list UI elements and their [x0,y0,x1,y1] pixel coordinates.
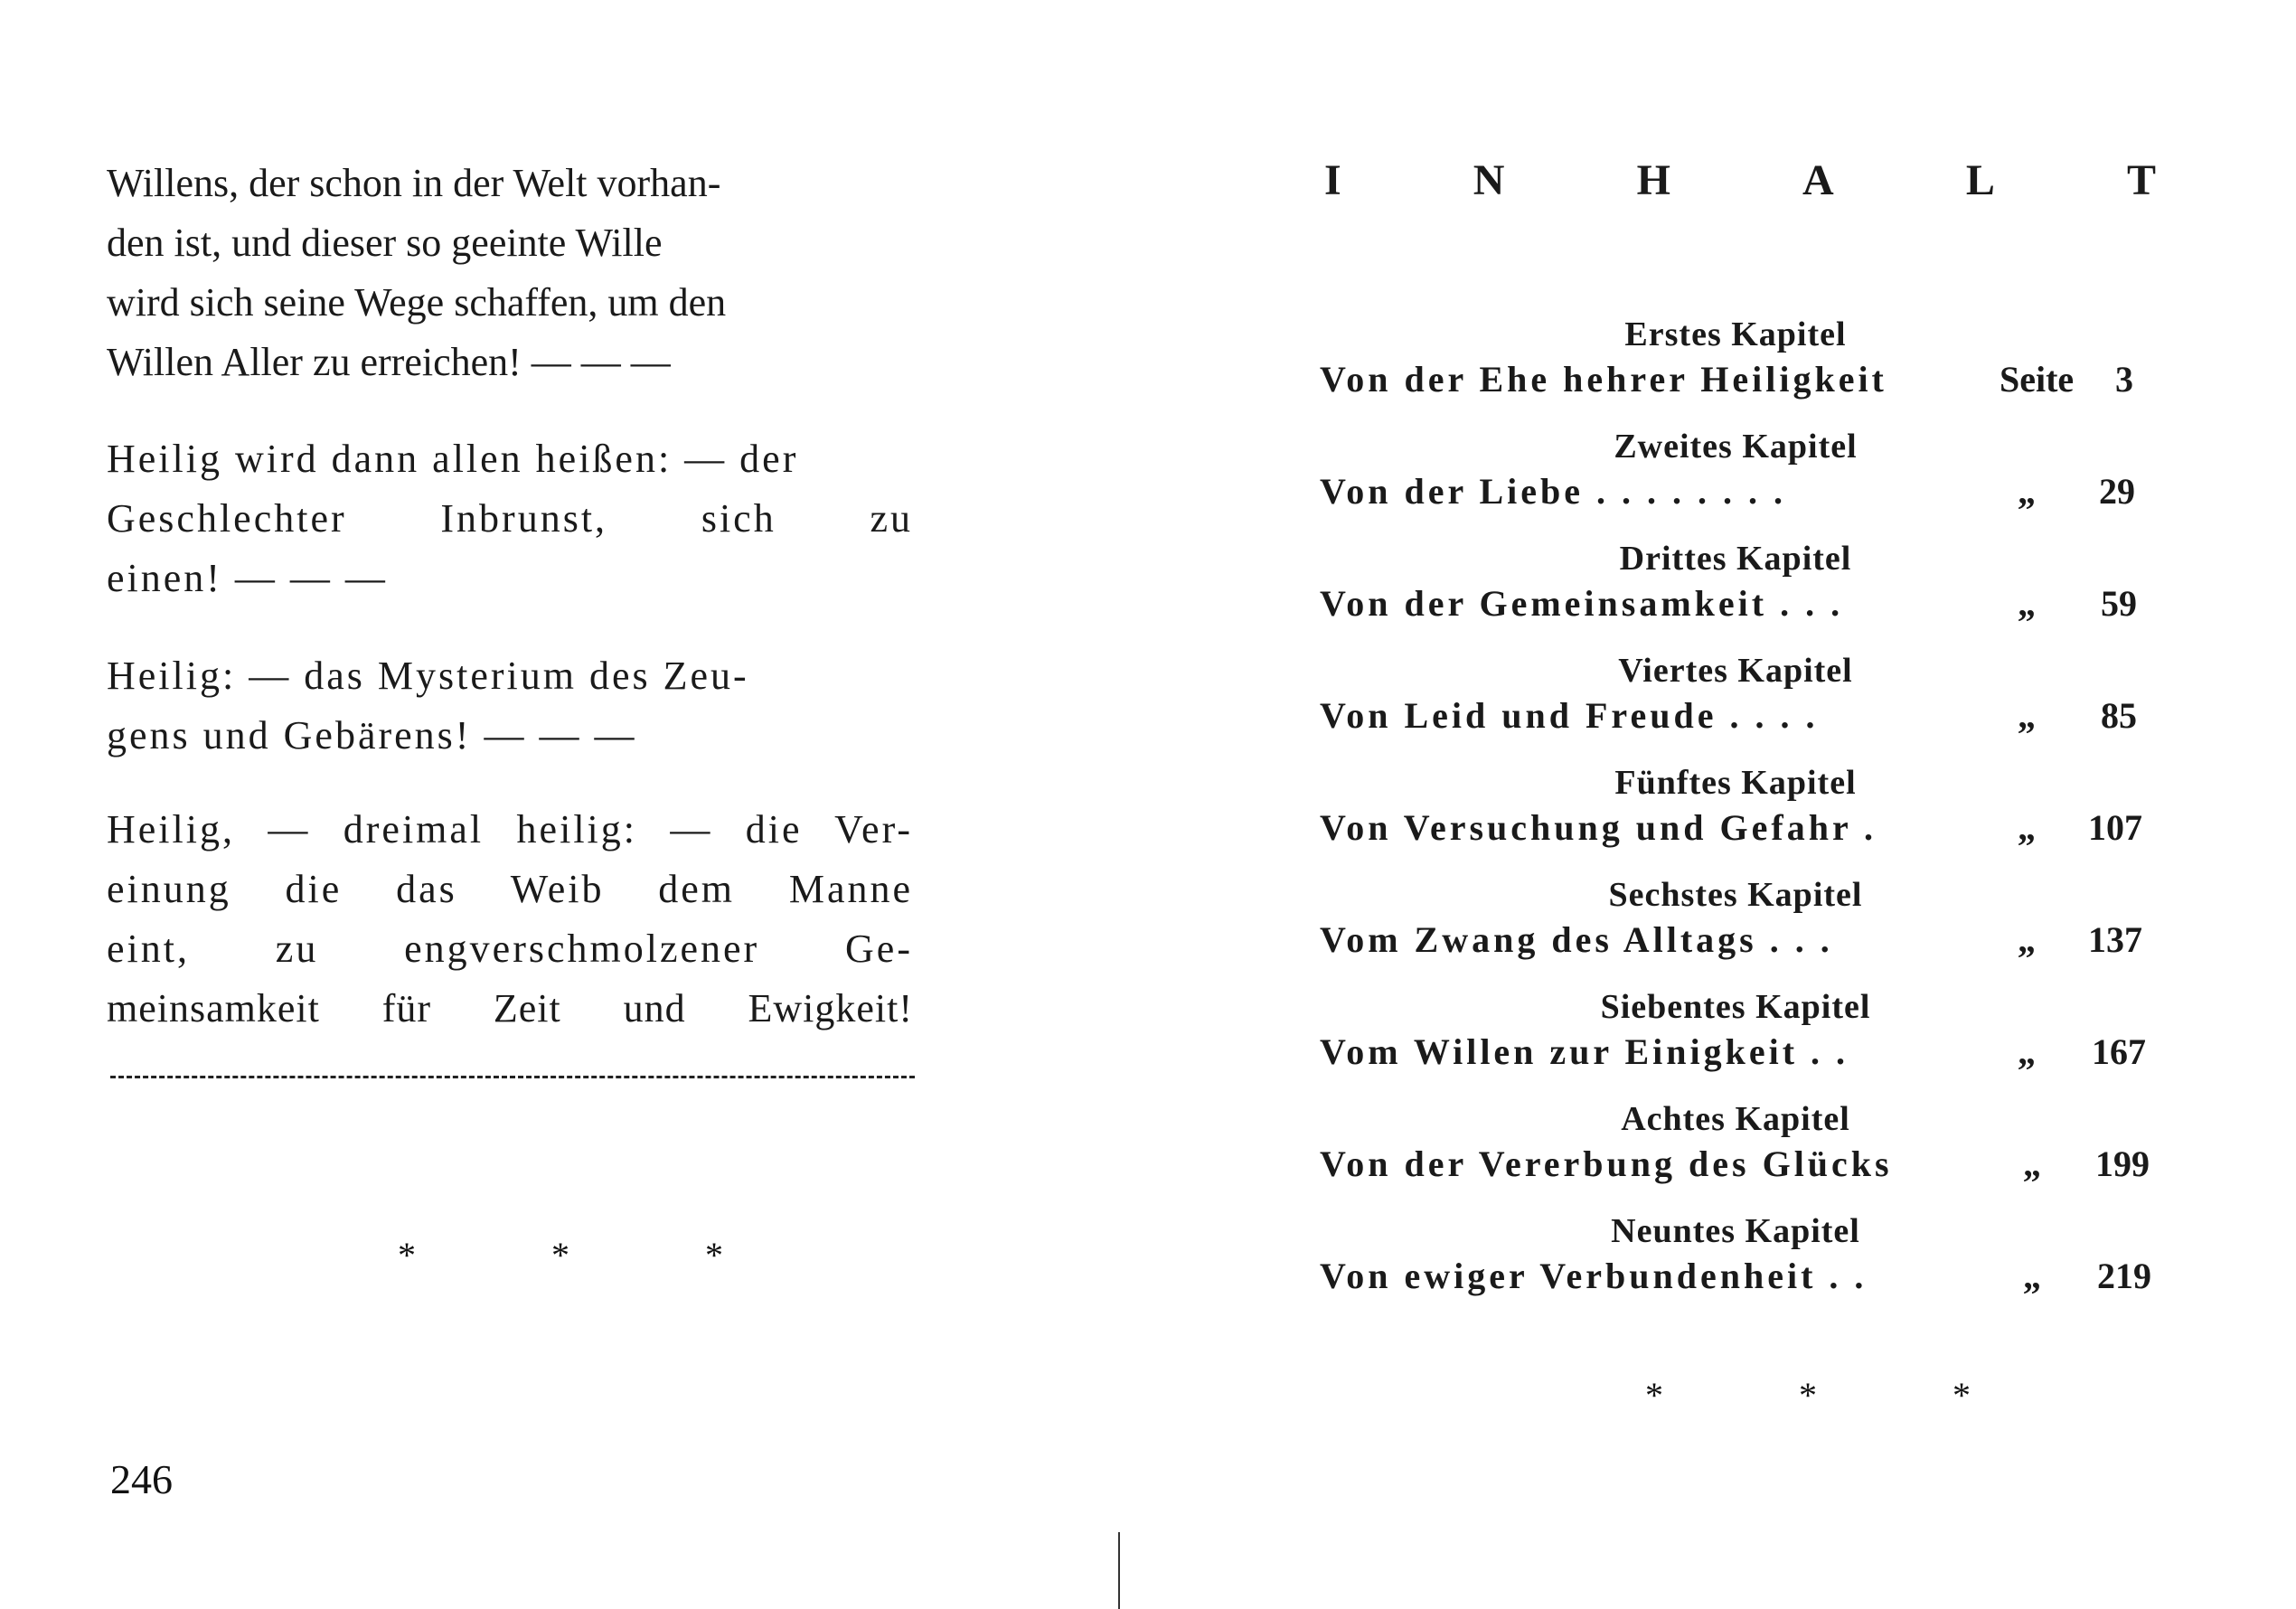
heading-letter: N [1473,156,1505,204]
chapter-title: Von der Gemeinsamkeit . . . [1320,583,1844,624]
chapter-title: Von ewiger Verbundenheit . . [1320,1256,1868,1296]
heading-letter: A [1802,156,1834,204]
heading-letter: H [1636,156,1670,204]
chapter-label: Fünftes Kapitel [1614,764,1857,802]
text-line: einung die das Weib dem Manne [107,867,913,911]
page-number: 3 [2115,359,2133,400]
page-number: 59 [2101,583,2137,624]
chapter-title: Von Leid und Freude . . . . [1320,695,1819,736]
text-line: Heilig: — das Mysterium des Zeu- [107,654,749,698]
text-line: Willen Aller zu erreichen! — — — [107,340,671,384]
page-number: 246 [110,1456,173,1502]
page-ref: „ [2018,583,2036,624]
toc-entry [1320,987,2169,1099]
text-line: den ist, und dieser so geeinte Wille [107,221,663,265]
text-line: Willens, der schon in der Welt vorhan- [107,161,721,205]
toc-entry [1320,1099,2169,1211]
toc-entry [1320,763,2169,875]
section-break-stars: * * * [398,1235,786,1275]
chapter-label: Siebentes Kapitel [1600,988,1871,1026]
page-ref: „ [2023,1143,2041,1184]
chapter-title: Von der Vererbung des Glücks [1320,1143,1893,1184]
toc-heading [1324,155,2156,205]
toc-entry [1320,427,2169,539]
text-line: Geschlechter Inbrunst, sich zu [107,496,913,541]
chapter-label: Neuntes Kapitel [1611,1212,1860,1250]
text-line: Heilig, — dreimal heilig: — die Ver- [107,807,913,852]
text-line: wird sich seine Wege schaffen, um den [107,280,727,325]
paragraph-2 [107,429,913,608]
page-number: 29 [2099,471,2135,512]
heading-letter: L [1965,156,1995,204]
gutter-line [1118,1532,1120,1609]
chapter-label: Zweites Kapitel [1614,428,1858,466]
page-ref: „ [2018,471,2036,512]
page-number: 167 [2092,1031,2146,1072]
text-line: Heilig wird dann allen heißen: — der [107,437,799,481]
paragraph-4 [107,800,913,1039]
chapter-title: Von der Liebe . . . . . . . . [1320,471,1787,512]
chapter-label: Drittes Kapitel [1619,540,1852,578]
heading-letter: T [2126,156,2156,204]
text-line: gens und Gebärens! — — — [107,713,637,757]
page-number: 107 [2088,807,2142,848]
paragraph-3 [107,646,913,766]
left-page [0,0,1139,1609]
chapter-label: Sechstes Kapitel [1608,876,1863,914]
page-number: 219 [2097,1256,2151,1296]
chapter-title: Von der Ehe hehrer Heiligkeit [1320,359,1887,400]
dash-rule [110,1076,915,1078]
page-number: 199 [2095,1143,2150,1184]
text-line: einen! — — — [107,556,388,600]
heading-letter: I [1324,156,1341,204]
toc-entry [1320,875,2169,987]
chapter-title: Vom Willen zur Einigkeit . . [1320,1031,1849,1072]
section-break-stars: * * * [1645,1375,2034,1416]
toc-entry [1320,539,2169,651]
toc-entry [1320,1211,2169,1323]
table-of-contents [1320,315,2169,1323]
page-ref: „ [2023,1256,2041,1296]
chapter-title: Vom Zwang des Alltags . . . [1320,919,1833,960]
chapter-label: Erstes Kapitel [1624,315,1847,353]
text-line: eint, zu engverschmolzener Ge- [107,927,913,971]
page-ref: „ [2018,807,2036,848]
page-ref: Seite [2000,359,2075,400]
chapter-label: Viertes Kapitel [1618,652,1853,690]
page-number: 137 [2088,919,2142,960]
toc-entry [1320,315,2169,427]
page-ref: „ [2018,695,2036,736]
page-number: 85 [2101,695,2137,736]
chapter-title: Von Versuchung und Gefahr . [1320,807,1877,848]
text-line: meinsamkeit für Zeit und Ewigkeit! [107,986,913,1030]
toc-entry [1320,651,2169,763]
chapter-label: Achtes Kapitel [1621,1100,1850,1138]
paragraph-1 [107,154,913,392]
page-ref: „ [2018,919,2036,960]
page-ref: „ [2018,1031,2036,1072]
